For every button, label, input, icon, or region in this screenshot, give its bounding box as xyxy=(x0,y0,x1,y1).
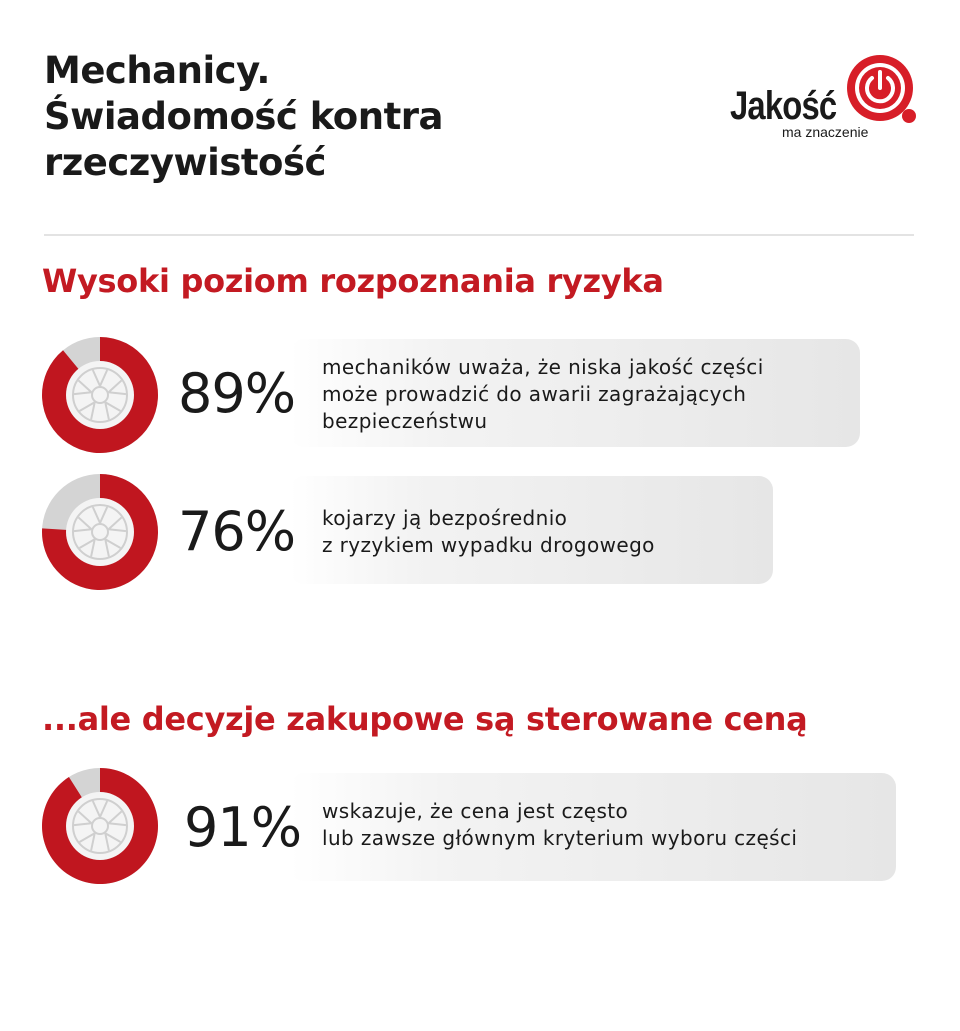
title-line-1: Mechanicy. xyxy=(44,49,270,92)
page-title xyxy=(44,48,443,186)
stat-percent: 76% xyxy=(178,500,296,563)
stat-description xyxy=(322,354,764,435)
wheel-icon xyxy=(40,335,160,455)
title-line-3: rzeczywistość xyxy=(44,141,326,184)
section-title-price: ...ale decyzje zakupowe są sterowane ceną xyxy=(42,700,808,738)
logo-word: Jakość xyxy=(730,84,837,128)
stat-description xyxy=(322,798,797,852)
wheel-rim xyxy=(66,361,134,429)
stat-description xyxy=(322,505,655,559)
wheel-rim xyxy=(66,498,134,566)
wheel-icon xyxy=(40,472,160,592)
donut-gauge xyxy=(40,472,160,592)
logo-tagline: ma znaczenie xyxy=(782,124,869,140)
brand-logo xyxy=(730,52,930,152)
stat-line: wskazuje, że cena jest często xyxy=(322,799,629,823)
donut-gauge xyxy=(40,766,160,886)
stat-line: lub zawsze głównym kryterium wyboru części xyxy=(322,826,798,850)
stat-line: z ryzykiem wypadku drogowego xyxy=(322,533,655,557)
title-line-2: Świadomość kontra xyxy=(44,95,443,138)
stat-percent: 89% xyxy=(178,362,296,425)
donut-gauge xyxy=(40,335,160,455)
stat-line: bezpieczeństwu xyxy=(322,409,488,433)
wheel-icon xyxy=(40,766,160,886)
stat-percent: 91% xyxy=(184,796,302,859)
wheel-rim xyxy=(66,792,134,860)
stat-line: mechaników uważa, że niska jakość części xyxy=(322,355,764,379)
section-title-risk: Wysoki poziom rozpoznania ryzyka xyxy=(42,262,664,300)
stat-line: może prowadzić do awarii zagrażających xyxy=(322,382,747,406)
header-divider xyxy=(44,234,914,236)
stat-line: kojarzy ją bezpośrednio xyxy=(322,506,568,530)
power-icon xyxy=(842,52,922,132)
